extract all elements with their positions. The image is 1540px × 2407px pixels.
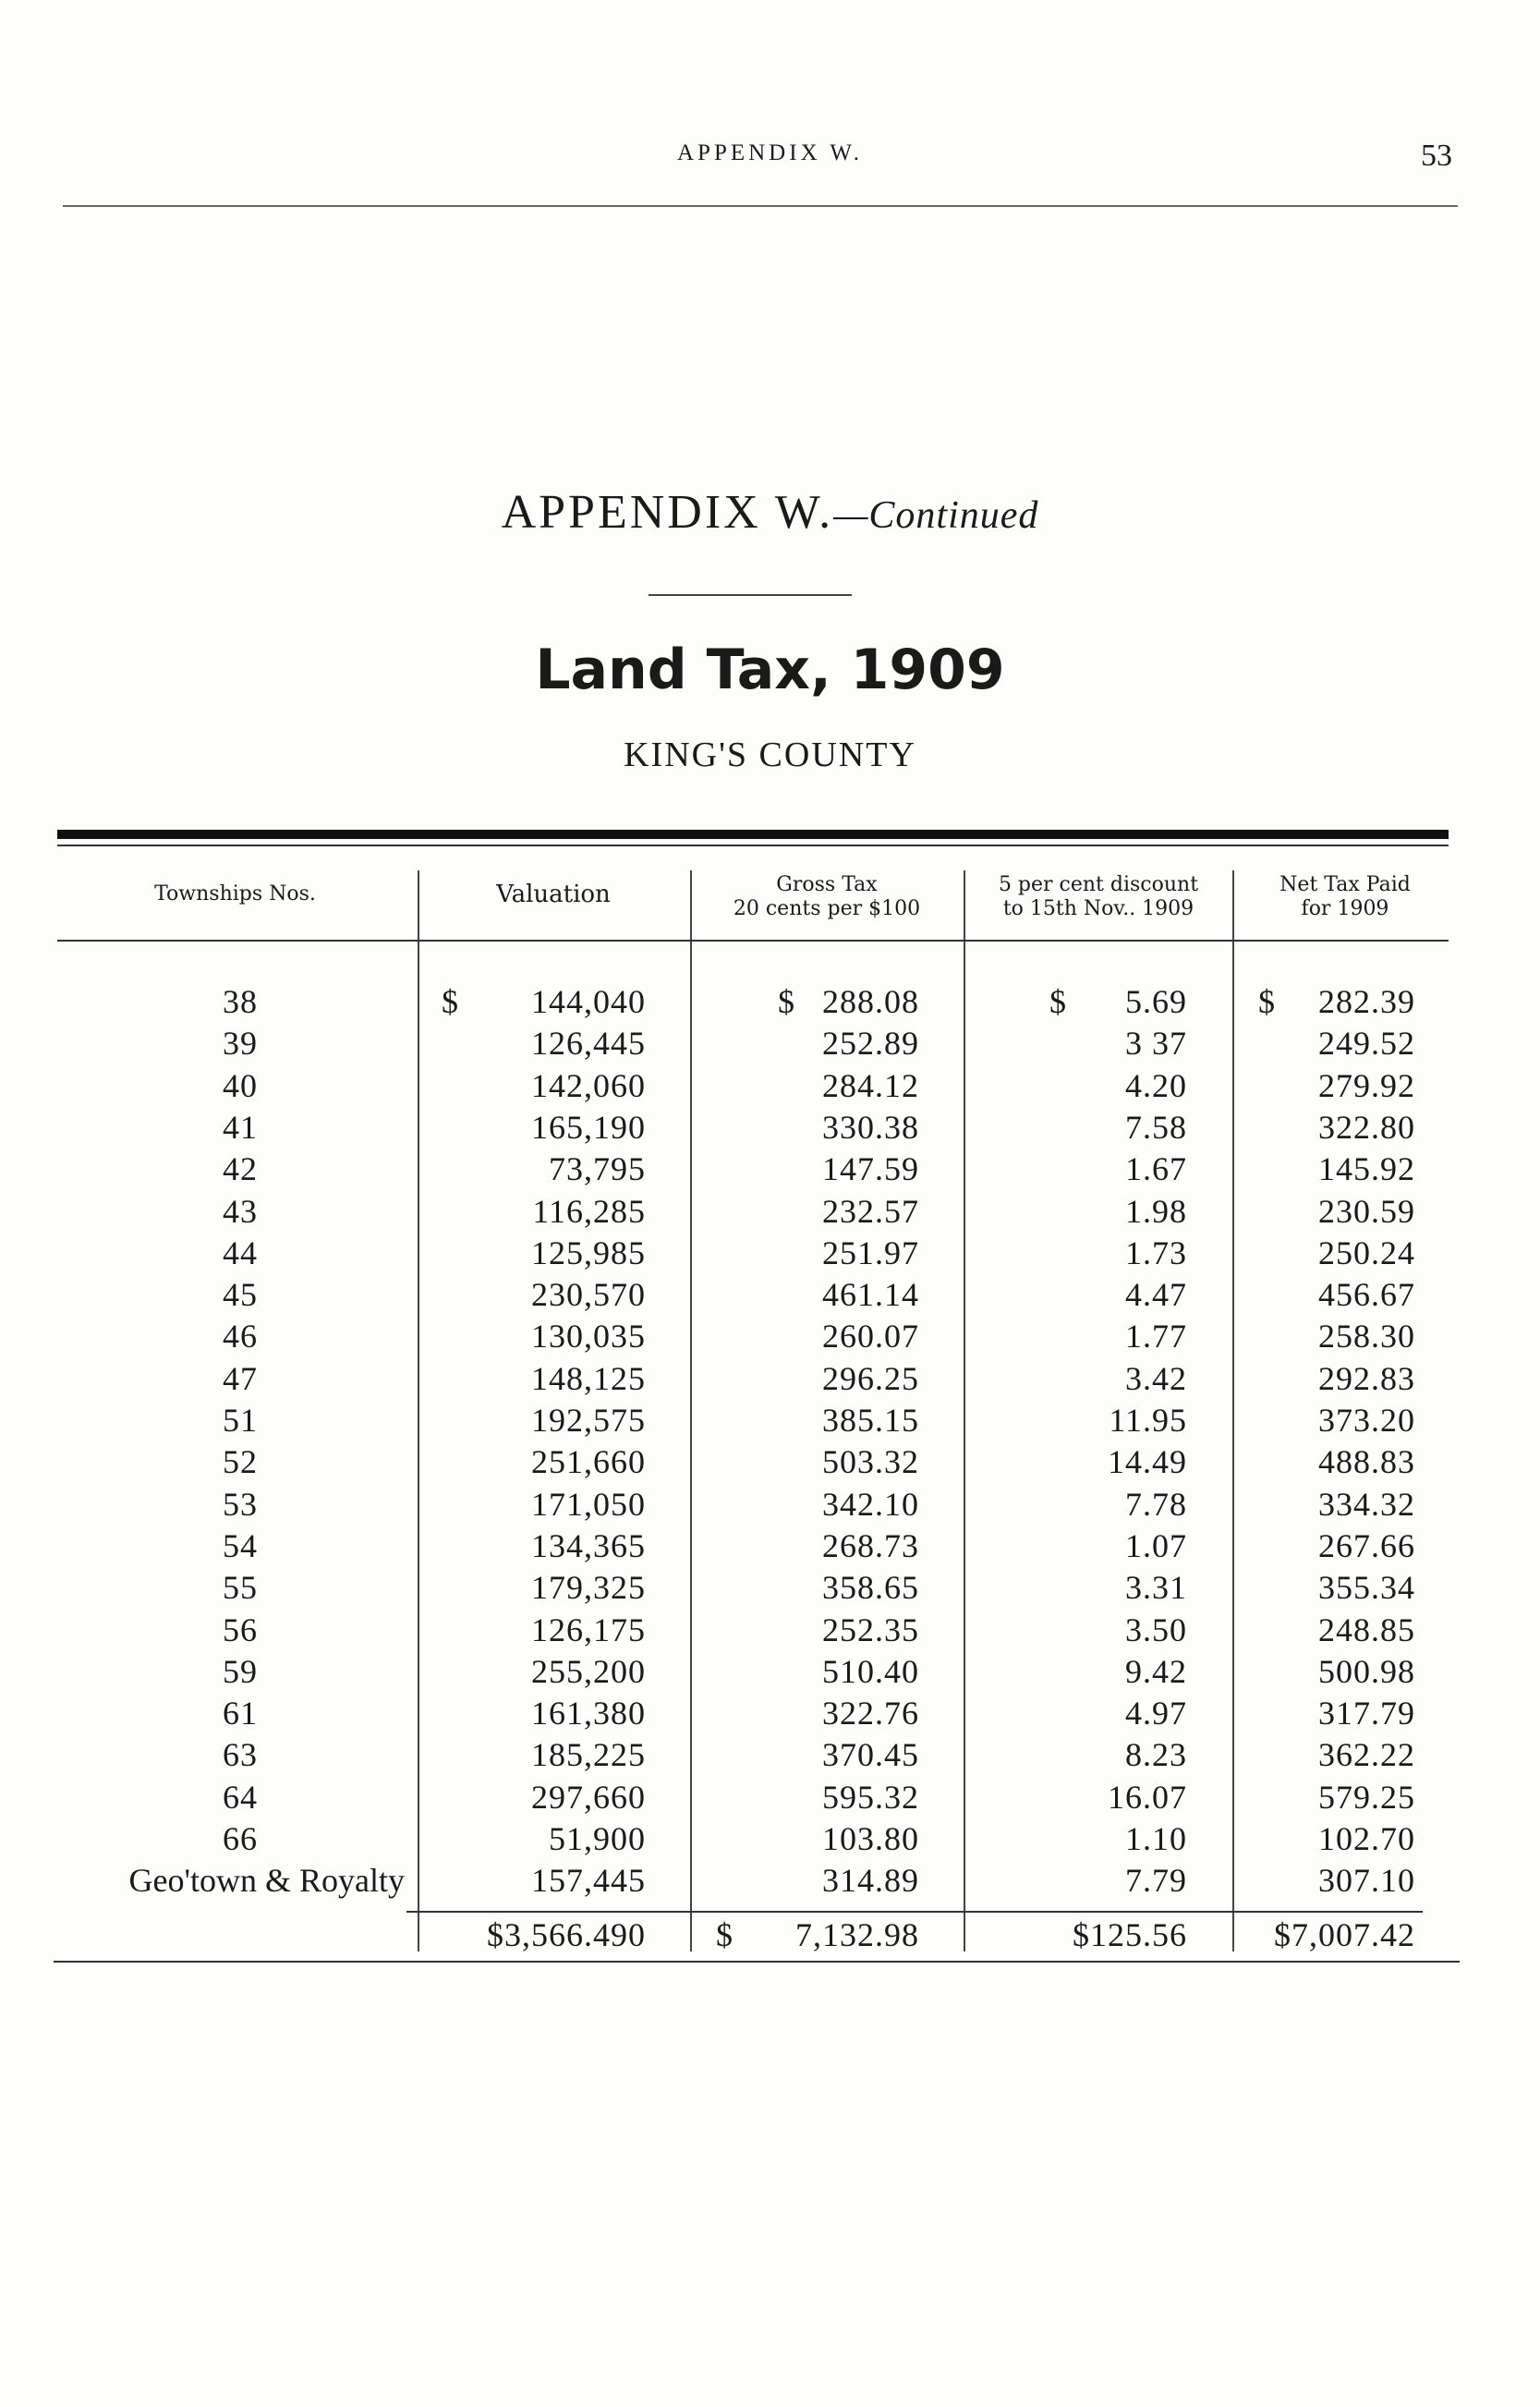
- cell-township: 41: [223, 1108, 258, 1146]
- appendix-title-main: APPENDIX W.: [501, 486, 834, 539]
- cell-discount: 16.07: [1108, 1778, 1187, 1816]
- table-row: [0, 1107, 1540, 1149]
- cell-gross-tax: 268.73: [822, 1526, 919, 1564]
- discount-currency: $: [1049, 983, 1067, 1020]
- cell-net-tax: 456.67: [1318, 1276, 1415, 1314]
- gross-currency: $: [778, 983, 795, 1020]
- header-discount-line2: to 15th Nov.. 1909: [1002, 897, 1194, 920]
- cell-gross-tax: 370.45: [822, 1736, 919, 1774]
- appendix-continued: —Continued: [833, 494, 1039, 537]
- table-row: [0, 1734, 1540, 1776]
- table-row: [0, 1567, 1540, 1609]
- cell-gross-tax: 252.35: [822, 1611, 919, 1648]
- cell-discount: 7.78: [1125, 1485, 1187, 1523]
- cell-valuation: 251,660: [531, 1443, 646, 1481]
- cell-township: 59: [223, 1652, 258, 1690]
- cell-discount: 7.58: [1125, 1108, 1187, 1146]
- cell-valuation: 126,175: [531, 1611, 646, 1648]
- cell-valuation: 51,900: [549, 1820, 646, 1857]
- cell-valuation: 125,985: [531, 1234, 646, 1271]
- table-row: [0, 1274, 1540, 1316]
- cell-township: 54: [223, 1526, 258, 1564]
- cell-gross-tax: 385.15: [822, 1402, 919, 1439]
- cell-discount: 3.42: [1125, 1359, 1187, 1397]
- cell-net-tax: 267.66: [1318, 1526, 1415, 1564]
- cell-gross-tax: 595.32: [822, 1778, 919, 1816]
- cell-valuation: 157,445: [531, 1862, 646, 1900]
- cell-valuation: 165,190: [531, 1108, 646, 1146]
- table-top-thin-rule: [57, 845, 1449, 846]
- table-bottom-rule: [54, 1961, 1460, 1963]
- cell-valuation: 142,060: [531, 1066, 646, 1104]
- title-divider: [649, 594, 852, 596]
- header-net-line2: for 1909: [1301, 897, 1389, 920]
- cell-gross-tax: 296.25: [822, 1359, 919, 1397]
- cell-net-tax: 500.98: [1318, 1652, 1415, 1690]
- valuation-currency: $: [442, 983, 459, 1020]
- total-valuation: $3,566.490: [487, 1916, 646, 1953]
- cell-valuation: 134,365: [531, 1526, 646, 1564]
- cell-gross-tax: 342.10: [822, 1485, 919, 1523]
- cell-valuation: 130,035: [531, 1318, 646, 1355]
- header-gross: [692, 873, 962, 921]
- cell-township: 61: [223, 1695, 258, 1732]
- cell-net-tax: 145.92: [1318, 1150, 1415, 1188]
- cell-discount: 1.67: [1125, 1150, 1187, 1188]
- cell-net-tax: 279.92: [1318, 1066, 1415, 1104]
- cell-discount: 14.49: [1108, 1443, 1187, 1481]
- cell-township: Geo'town & Royalty: [128, 1862, 405, 1900]
- table-row: [0, 1400, 1540, 1441]
- table-row: [0, 1316, 1540, 1357]
- table-row: [0, 1818, 1540, 1860]
- table-row: [0, 1358, 1540, 1400]
- cell-valuation: 116,285: [532, 1192, 646, 1230]
- cell-discount: 4.97: [1125, 1695, 1187, 1732]
- cell-township: 55: [223, 1569, 258, 1607]
- cell-township: 51: [223, 1402, 258, 1439]
- cell-net-tax: 317.79: [1318, 1695, 1415, 1732]
- cell-township: 64: [223, 1778, 258, 1816]
- cell-valuation: 148,125: [531, 1359, 646, 1397]
- total-gross: 7,132.98: [795, 1916, 919, 1953]
- table-row: [0, 1191, 1540, 1233]
- page-number: 53: [1421, 139, 1452, 173]
- table-row: [0, 1441, 1540, 1483]
- cell-net-tax: 249.52: [1318, 1025, 1415, 1063]
- table-row: [0, 1860, 1540, 1902]
- cell-gross-tax: 252.89: [822, 1025, 919, 1063]
- table-row: [0, 1023, 1540, 1064]
- cell-net-tax: 373.20: [1318, 1402, 1415, 1439]
- table-row: [0, 1233, 1540, 1274]
- total-gross-currency: $: [716, 1916, 734, 1953]
- table-row: [0, 1610, 1540, 1651]
- cell-gross-tax: 103.80: [822, 1820, 919, 1857]
- cell-discount: 8.23: [1125, 1736, 1187, 1774]
- cell-discount: 4.47: [1125, 1276, 1187, 1314]
- header-gross-line2: 20 cents per $100: [733, 897, 921, 920]
- cell-township: 43: [223, 1192, 258, 1230]
- cell-net-tax: 250.24: [1318, 1234, 1415, 1271]
- totals-row: [0, 1915, 1540, 1956]
- total-discount: $125.56: [1073, 1916, 1187, 1953]
- cell-gross-tax: 284.12: [822, 1066, 919, 1104]
- cell-discount: 3.50: [1125, 1611, 1187, 1648]
- cell-gross-tax: 322.76: [822, 1695, 919, 1732]
- table-top-thick-rule: [57, 830, 1449, 839]
- cell-discount: 1.07: [1125, 1526, 1187, 1564]
- cell-discount: 11.95: [1109, 1402, 1187, 1439]
- header-discount: [965, 873, 1231, 921]
- cell-gross-tax: 232.57: [822, 1192, 919, 1230]
- cell-valuation: 161,380: [531, 1695, 646, 1732]
- cell-valuation: 185,225: [531, 1736, 646, 1774]
- cell-discount: 3 37: [1125, 1025, 1187, 1063]
- county-heading: KING'S COUNTY: [624, 735, 916, 774]
- header-rule: [63, 205, 1458, 207]
- cell-discount: 9.42: [1125, 1652, 1187, 1690]
- header-bottom-rule: [57, 940, 1449, 942]
- cell-township: 46: [223, 1318, 258, 1355]
- cell-gross-tax: 251.97: [822, 1234, 919, 1271]
- cell-valuation: 171,050: [531, 1485, 646, 1523]
- cell-township: 39: [223, 1025, 258, 1063]
- cell-township: 47: [223, 1359, 258, 1397]
- cell-gross-tax: 461.14: [822, 1276, 919, 1314]
- cell-net-tax: 248.85: [1318, 1611, 1415, 1648]
- cell-valuation: 179,325: [531, 1569, 646, 1607]
- cell-net-tax: 282.39: [1318, 983, 1415, 1020]
- cell-discount: 3.31: [1125, 1569, 1187, 1607]
- table-row: [0, 1651, 1540, 1693]
- cell-discount: 1.98: [1125, 1192, 1187, 1230]
- cell-discount: 1.10: [1125, 1820, 1187, 1857]
- cell-gross-tax: 358.65: [822, 1569, 919, 1607]
- cell-net-tax: 322.80: [1318, 1108, 1415, 1146]
- cell-net-tax: 579.25: [1318, 1778, 1415, 1816]
- cell-township: 42: [223, 1150, 258, 1188]
- cell-net-tax: 334.32: [1318, 1485, 1415, 1523]
- cell-net-tax: 258.30: [1318, 1318, 1415, 1355]
- cell-valuation: 144,040: [531, 983, 646, 1020]
- cell-net-tax: 488.83: [1318, 1443, 1415, 1481]
- cell-valuation: 73,795: [549, 1150, 646, 1188]
- net-currency: $: [1258, 983, 1276, 1020]
- table-row: [0, 1065, 1540, 1107]
- cell-valuation: 255,200: [531, 1652, 646, 1690]
- cell-valuation: 297,660: [531, 1778, 646, 1816]
- cell-township: 45: [223, 1276, 258, 1314]
- table-row: [0, 1777, 1540, 1818]
- cell-township: 52: [223, 1443, 258, 1481]
- cell-net-tax: 355.34: [1318, 1569, 1415, 1607]
- appendix-title: [0, 485, 1540, 540]
- cell-net-tax: 230.59: [1318, 1192, 1415, 1230]
- header-net-line1: Net Tax Paid: [1279, 873, 1411, 896]
- total-net: $7,007.42: [1274, 1916, 1415, 1953]
- cell-valuation: 230,570: [531, 1276, 646, 1314]
- cell-valuation: 126,445: [531, 1025, 646, 1063]
- header-valuation: [419, 882, 687, 906]
- table-row: [0, 1484, 1540, 1526]
- cell-township: 44: [223, 1234, 258, 1271]
- cell-township: 40: [223, 1066, 258, 1104]
- cell-net-tax: 362.22: [1318, 1736, 1415, 1774]
- cell-valuation: 192,575: [531, 1402, 646, 1439]
- cell-net-tax: 307.10: [1318, 1862, 1415, 1900]
- cell-net-tax: 292.83: [1318, 1359, 1415, 1397]
- cell-township: 63: [223, 1736, 258, 1774]
- cell-discount: 5.69: [1125, 983, 1187, 1020]
- cell-township: 53: [223, 1485, 258, 1523]
- cell-township: 38: [223, 983, 258, 1020]
- cell-gross-tax: 147.59: [822, 1150, 919, 1188]
- cell-gross-tax: 260.07: [822, 1318, 919, 1355]
- cell-discount: 1.77: [1125, 1318, 1187, 1355]
- cell-township: 66: [223, 1820, 258, 1857]
- header-discount-line1: 5 per cent discount: [998, 873, 1199, 896]
- cell-net-tax: 102.70: [1318, 1820, 1415, 1857]
- cell-gross-tax: 288.08: [822, 983, 919, 1020]
- running-head: APPENDIX W.: [677, 140, 863, 165]
- cell-gross-tax: 503.32: [822, 1443, 919, 1481]
- cell-gross-tax: 510.40: [822, 1652, 919, 1690]
- table-row: [0, 981, 1540, 1023]
- cell-gross-tax: 314.89: [822, 1862, 919, 1900]
- header-township-label: Townships Nos.: [154, 882, 316, 906]
- header-net: [1234, 873, 1456, 921]
- totals-rule: [406, 1911, 1423, 1913]
- table-row: [0, 1149, 1540, 1190]
- table-row: [0, 1693, 1540, 1734]
- table-row: [0, 1526, 1540, 1567]
- header-gross-line1: Gross Tax: [776, 873, 878, 896]
- cell-discount: 4.20: [1125, 1066, 1187, 1104]
- cell-township: 56: [223, 1611, 258, 1648]
- land-tax-title: Land Tax, 1909: [535, 638, 1005, 702]
- cell-gross-tax: 330.38: [822, 1108, 919, 1146]
- header-valuation-label: Valuation: [496, 881, 611, 908]
- cell-discount: 1.73: [1125, 1234, 1187, 1271]
- cell-discount: 7.79: [1125, 1862, 1187, 1900]
- header-township: [57, 882, 413, 906]
